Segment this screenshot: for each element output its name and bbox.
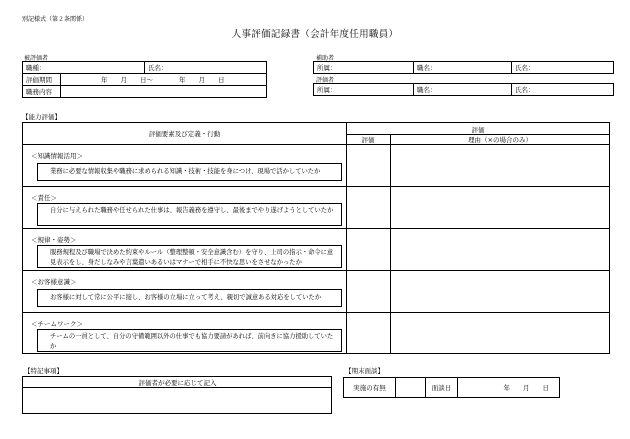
criterion-label-knowledge: ＜知識情報活用＞: [31, 152, 83, 160]
eval-header: 評価: [361, 136, 375, 144]
special-subheader: 評価者が必要に応じて記入: [138, 379, 217, 387]
eval-cell-discipline[interactable]: [347, 229, 390, 270]
criterion-label-teamwork: ＜チームワーク＞: [31, 320, 83, 328]
interview-date-field[interactable]: 年 月 日: [458, 378, 560, 398]
assistant-title-field[interactable]: 職名：: [414, 62, 512, 74]
ability-heading: 【能力評価】: [22, 113, 61, 121]
evaluator-name-field[interactable]: 氏名：: [512, 84, 614, 96]
page-title: 人事評価記録書（会計年度任用職員）: [231, 29, 399, 40]
evaluatee-heading: 被評価者: [24, 55, 49, 62]
criteria-header: 評価要素及び定義・行動: [148, 130, 221, 138]
evaluator-title-field[interactable]: 職名：: [414, 84, 512, 96]
interview-done-field[interactable]: [396, 378, 426, 398]
criterion-label-discipline: ＜規律・姿勢＞: [31, 236, 77, 244]
assistant-heading: 補助者: [316, 55, 335, 62]
eval-cell-knowledge[interactable]: [347, 145, 390, 186]
special-notes-box: [22, 376, 332, 414]
criterion-desc-knowledge: 業務に必要な情報収集や職務に求められる知識・技術・技能を身につけ、現場で活かしていたか: [37, 163, 342, 181]
eval-period-field[interactable]: 年 月 日～ 年 月 日: [61, 74, 267, 86]
evaluatee-table: [22, 61, 267, 98]
reason-cell-responsibility[interactable]: [391, 187, 610, 228]
ability-table: [22, 122, 610, 354]
evaluator-table: [313, 83, 614, 96]
criterion-desc-teamwork: チームの一員として、自分の守備範囲以外の仕事でも協力要請があれば、前向きに協力援助していたか: [37, 329, 342, 352]
criterion-desc-customer: お客様に対して常に公平に接し、お客様の立場に立って考え、親切で誠意ある対応をしていたか: [37, 289, 342, 307]
reason-cell-customer[interactable]: [391, 271, 610, 312]
reason-header: 理由（×の場合のみ）: [468, 136, 532, 144]
interview-table: [343, 377, 560, 398]
reason-cell-discipline[interactable]: [391, 229, 610, 270]
eval-cell-teamwork[interactable]: [347, 313, 390, 354]
assistant-table: [313, 61, 614, 74]
criterion-desc-discipline: 服務規程及び職場で決めた約束やルール（整理整頓・安全意識含む）を守り、上司の指示・命令に意見表示をし、身だしなみや言葉遣いあるいはマナーで相手に不快な思いをさせなかったか: [37, 245, 342, 268]
eval-cell-responsibility[interactable]: [347, 187, 390, 228]
interview-date-label: 面談日: [426, 378, 458, 398]
evaluator-dept-field[interactable]: 所属：: [314, 84, 414, 96]
assistant-name-field[interactable]: 氏名：: [512, 62, 614, 74]
special-notes-field[interactable]: [23, 388, 332, 414]
name-field[interactable]: 氏名：: [145, 62, 267, 74]
special-heading: 【特記事項】: [24, 367, 63, 375]
reason-cell-teamwork[interactable]: [391, 313, 610, 354]
eval-period-label: 評価期間: [23, 74, 61, 86]
eval-cell-customer[interactable]: [347, 271, 390, 312]
form-reference: 別記様式（第２条関係）: [22, 16, 89, 23]
eval-group-header: 評価: [471, 126, 485, 134]
criterion-desc-responsibility: 自分に与えられた職務や任せられた仕事は、報告義務を遵守し、最後までやり遂げようとしていたか: [37, 203, 342, 226]
evaluator-heading: 評価者: [316, 77, 335, 84]
duties-label: 職務内容: [23, 86, 61, 98]
interview-heading: 【期末面談】: [345, 367, 384, 375]
criterion-label-customer: ＜お客様意識＞: [31, 278, 77, 286]
criterion-label-responsibility: ＜責任＞: [31, 194, 57, 202]
interview-done-label: 実施の有無: [344, 378, 396, 398]
reason-cell-knowledge[interactable]: [391, 145, 610, 186]
assistant-dept-field[interactable]: 所属：: [314, 62, 414, 74]
duties-field[interactable]: [61, 86, 267, 98]
job-type-field[interactable]: 職種：: [23, 62, 145, 74]
